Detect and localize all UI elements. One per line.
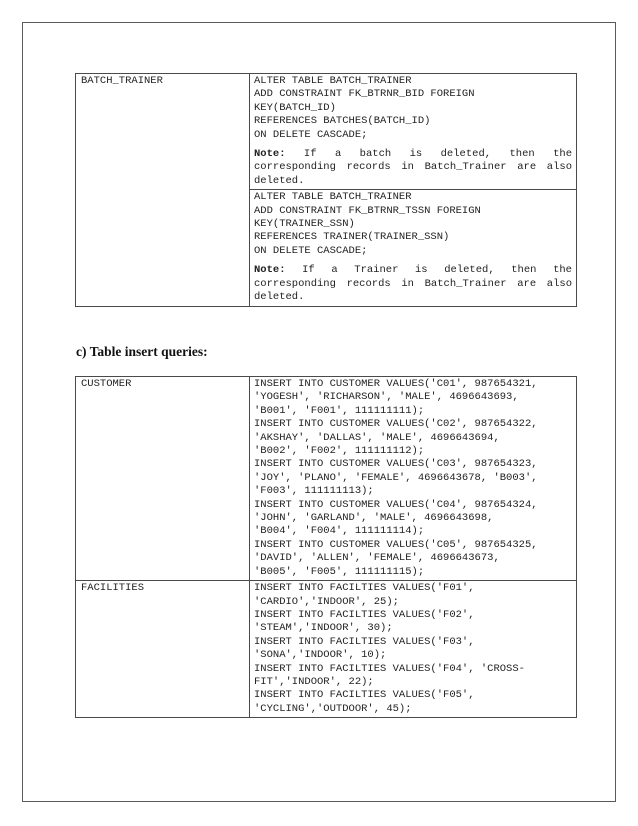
note-text: If a Trainer is deleted, then the corresponding records in Batch_Trainer are also deleted. xyxy=(254,264,572,304)
code-line: 'CARDIO','INDOOR', 25); xyxy=(254,595,399,608)
query-cell xyxy=(250,74,577,190)
code-line: ADD CONSTRAINT FK_BTRNR_BID FOREIGN xyxy=(254,88,475,101)
table-row xyxy=(76,74,577,190)
query-cell xyxy=(250,581,577,718)
table-name: CUSTOMER xyxy=(81,378,132,390)
code-line: 'F003', 111111113); xyxy=(254,485,374,498)
code-line: 'B005', 'F005', 111111115); xyxy=(254,565,425,578)
table-name: FACILITIES xyxy=(81,582,145,595)
insert-queries-table xyxy=(75,376,577,718)
code-line: ON DELETE CASCADE; xyxy=(254,244,368,257)
note-label: Note: xyxy=(254,264,286,277)
note-label: Note: xyxy=(254,148,286,161)
code-line: 'AKSHAY', 'DALLAS', 'MALE', 4696643694, xyxy=(254,431,500,444)
query-cell xyxy=(250,190,577,306)
code-line: ALTER TABLE BATCH_TRAINER xyxy=(254,191,412,204)
code-line: ALTER TABLE BATCH_TRAINER xyxy=(254,75,412,87)
note-text: If a batch is deleted, then the corresponding records in Batch_Trainer are also deleted. xyxy=(254,148,572,187)
code-line: 'YOGESH', 'RICHARSON', 'MALE', 4696643693, xyxy=(254,391,519,404)
code-line: 'STEAM','INDOOR', 30); xyxy=(254,622,393,635)
code-line: INSERT INTO CUSTOMER VALUES('C03', 987654323, xyxy=(254,458,538,471)
code-line: FIT','INDOOR', 22); xyxy=(254,675,374,688)
code-line: INSERT INTO CUSTOMER VALUES('C04', 987654324, xyxy=(254,498,538,511)
code-line: INSERT INTO CUSTOMER VALUES('C05', 987654325, xyxy=(254,538,538,551)
code-line: INSERT INTO CUSTOMER VALUES('C02', 987654322, xyxy=(254,418,538,431)
code-line: 'JOY', 'PLANO', 'FEMALE', 4696643678, 'B003', xyxy=(254,471,538,484)
constraints-table xyxy=(75,73,577,307)
section-heading: c) Table insert queries: xyxy=(76,344,208,359)
code-line: ON DELETE CASCADE; xyxy=(254,128,368,141)
code-line: INSERT INTO FACILTIES VALUES('F04', 'CROSS- xyxy=(254,662,525,675)
code-line: 'DAVID', 'ALLEN', 'FEMALE', 4696643673, xyxy=(254,552,500,565)
code-line: INSERT INTO CUSTOMER VALUES('C01', 987654321, xyxy=(254,378,538,390)
code-line: KEY(BATCH_ID) xyxy=(254,101,336,114)
note-paragraph xyxy=(254,264,572,304)
code-line: 'B004', 'F004', 111111114); xyxy=(254,525,425,538)
table-row xyxy=(76,377,577,581)
note-paragraph xyxy=(254,148,572,188)
table-name: BATCH_TRAINER xyxy=(81,75,163,87)
code-line: 'B002', 'F002', 111111112); xyxy=(254,445,425,458)
table-name-cell xyxy=(76,581,250,718)
table-name-cell xyxy=(76,74,250,307)
table-row xyxy=(76,581,577,718)
code-line: INSERT INTO FACILTIES VALUES('F03', xyxy=(254,635,475,648)
code-line: 'CYCLING','OUTDOOR', 45); xyxy=(254,702,412,715)
code-line: KEY(TRAINER_SSN) xyxy=(254,218,355,231)
code-line: 'B001', 'F001', 111111111); xyxy=(254,404,425,417)
code-line: ADD CONSTRAINT FK_BTRNR_TSSN FOREIGN xyxy=(254,204,481,217)
table-name-cell xyxy=(76,377,250,581)
code-line: 'JOHN', 'GARLAND', 'MALE', 4696643698, xyxy=(254,512,494,525)
query-cell xyxy=(250,377,577,581)
code-line: INSERT INTO FACILTIES VALUES('F02', xyxy=(254,608,475,621)
code-line: INSERT INTO FACILTIES VALUES('F01', xyxy=(254,582,475,595)
code-line: REFERENCES BATCHES(BATCH_ID) xyxy=(254,115,431,128)
code-line: INSERT INTO FACILTIES VALUES('F05', xyxy=(254,689,475,702)
code-line: REFERENCES TRAINER(TRAINER_SSN) xyxy=(254,231,450,244)
code-line: 'SONA','INDOOR', 10); xyxy=(254,649,387,662)
